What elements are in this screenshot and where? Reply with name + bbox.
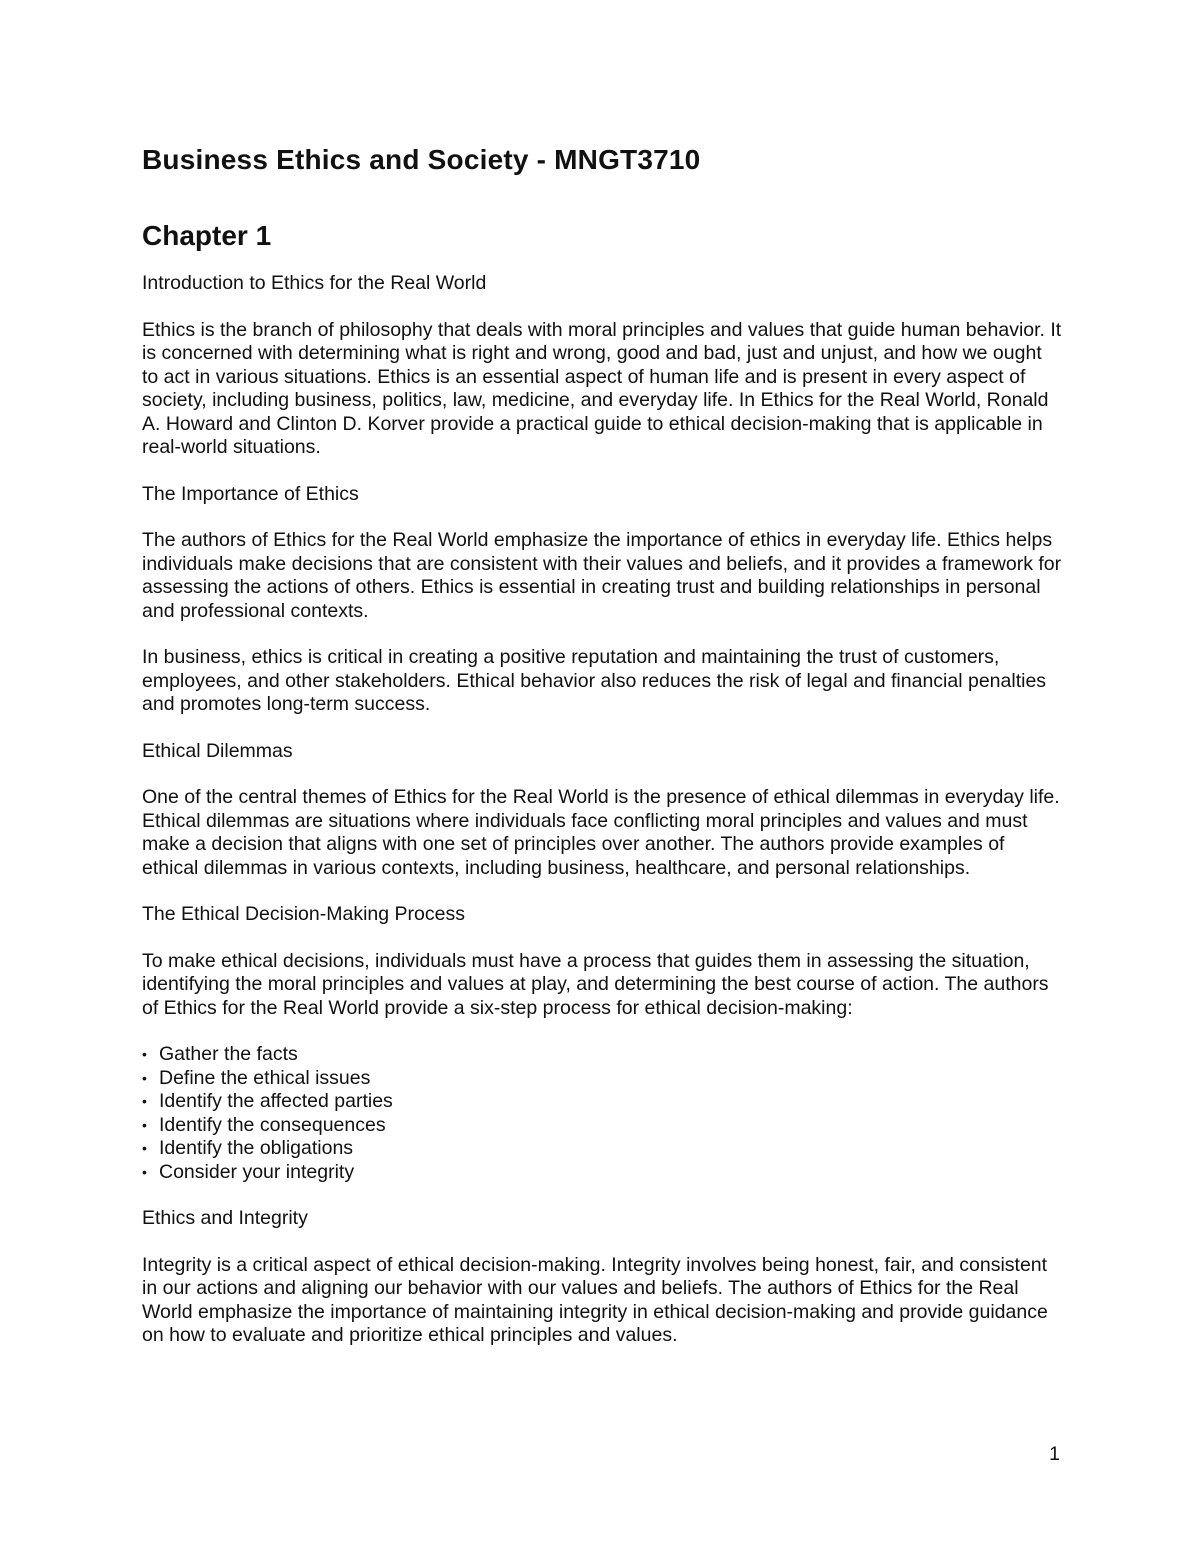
list-item-text: Identify the obligations <box>159 1137 354 1159</box>
document-title: Business Ethics and Society - MNGT3710 <box>142 144 701 175</box>
section-heading: Ethical Dilemmas <box>142 739 293 762</box>
bullet-icon: • <box>142 1163 147 1180</box>
bullet-icon: • <box>142 1140 147 1156</box>
list-item <box>142 1043 1062 1067</box>
section-heading: Ethics and Integrity <box>142 1207 308 1229</box>
paragraph: In business, ethics is critical in creating a positive reputation and maintaining the trust of customers, employees, and other stakeholders. Ethical behavior also reduces the risk of legal and financial penalties and promotes long-term success. <box>142 646 1047 715</box>
paragraph: Ethics is the branch of philosophy that deals with moral principles and values that guide human behavior. It is concerned with determining what is right and wrong, good and bad, just and unjust, and how we ought to act in various situations. Ethics is an essential aspect of human life and is present in every aspect of society, including business, politics, law, medicine, and everyday life. In Ethics for the Real World, Ronald A. Howard and Clinton D. Korver provide a practical guide to ethical decision-making that is applicable in real-world situations. <box>142 318 1062 458</box>
bullet-icon: • <box>142 1116 147 1133</box>
bullet-icon: • <box>142 1046 147 1062</box>
list-item <box>142 1090 1062 1114</box>
section-heading: Introduction to Ethics for the Real World <box>142 272 487 294</box>
section-heading: The Ethical Decision-Making Process <box>142 903 465 925</box>
list-item <box>142 1161 1062 1185</box>
list-item-text: Consider your integrity <box>159 1160 355 1183</box>
paragraph: One of the central themes of Ethics for the Real World is the presence of ethical dilemmas in everyday life. Ethical dilemmas are situations where individuals face conflicting moral principles and values and must make a decision that aligns with one set of principles over another. The authors provide examples of ethical dilemmas in various contexts, including business, healthcare, and personal relationships. <box>142 786 1060 879</box>
paragraph: To make ethical decisions, individuals must have a process that guides them in assessing the situation, identifying the moral principles and values at play, and determining the best course of action. The authors of Ethics for the Real World provide a six-step process for ethical decision-making: <box>142 949 1049 1019</box>
bullet-icon: • <box>142 1069 147 1086</box>
list-item <box>142 1067 1062 1091</box>
page-number: 1 <box>1049 1443 1060 1465</box>
paragraph: The authors of Ethics for the Real World emphasize the importance of ethics in everyday life. Ethics helps individuals make decisions that are consistent with their values and beliefs, and it provides a framework for assessing the actions of others. Ethics is essential in creating trust and building relationships in personal and professional contexts. <box>142 529 1062 622</box>
list-item <box>142 1137 1062 1161</box>
chapter-title: Chapter 1 <box>142 220 272 251</box>
bullet-icon: • <box>142 1093 147 1109</box>
document-content <box>142 140 1062 1371</box>
list-item-text: Define the ethical issues <box>159 1066 371 1089</box>
list-item <box>142 1114 1062 1138</box>
list-item-text: Identify the consequences <box>159 1113 386 1136</box>
list-item-text: Identify the affected parties <box>159 1090 393 1112</box>
decision-steps-list <box>142 1043 1062 1184</box>
list-item-text: Gather the facts <box>159 1043 298 1065</box>
paragraph: Integrity is a critical aspect of ethical decision-making. Integrity involves being honest, fair, and consistent in our actions and aligning our behavior with our values and beliefs. The authors of Ethics for the Real World emphasize the importance of maintaining integrity in ethical decision-making and provide guidance on how to evaluate and prioritize ethical principles and values. <box>142 1253 1048 1346</box>
section-heading: The Importance of Ethics <box>142 482 359 505</box>
